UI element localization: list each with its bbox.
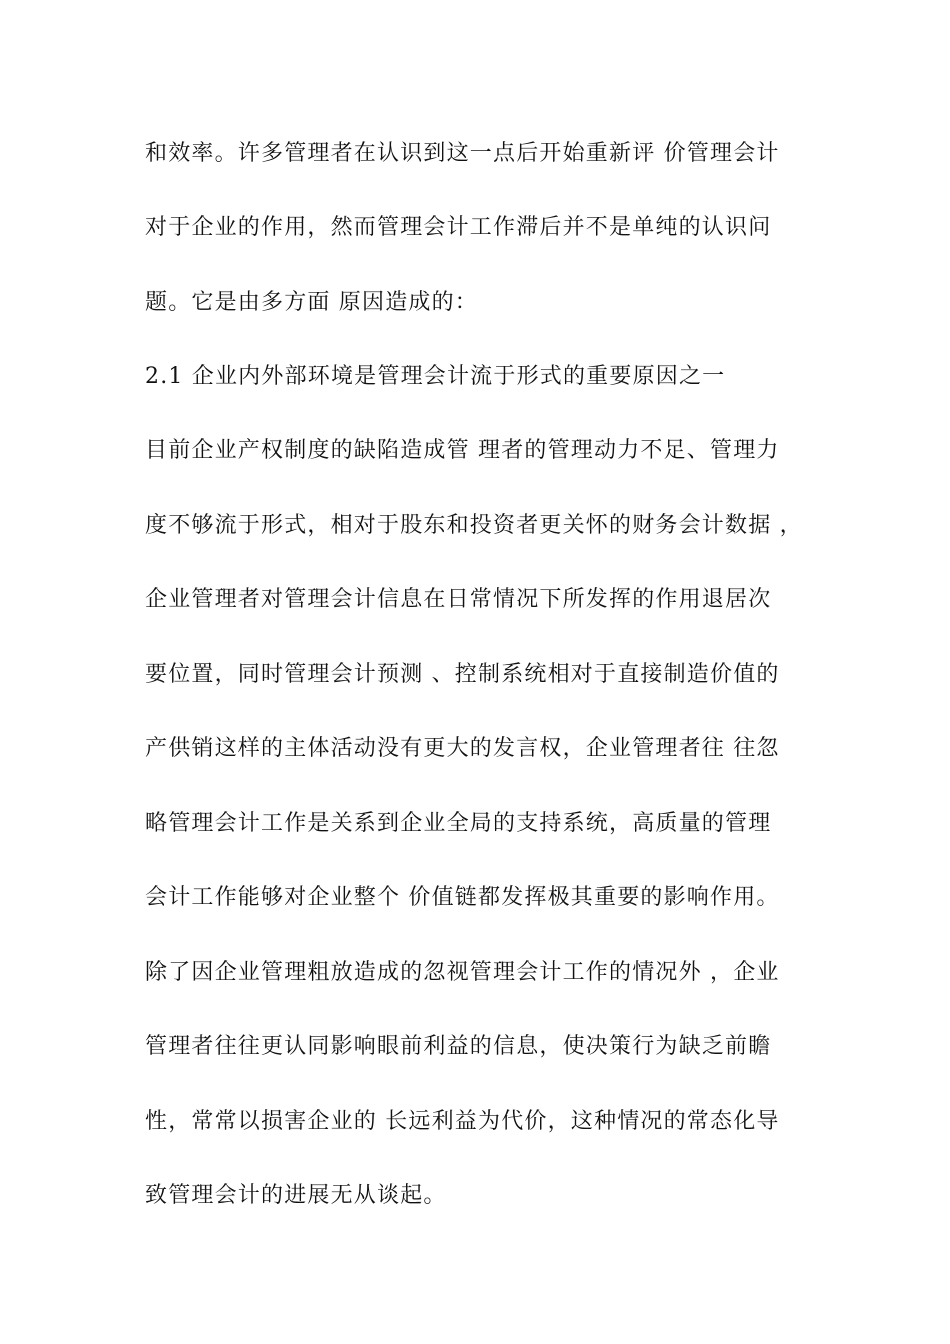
paragraph-line-8: 要位置，同时管理会计预测 、控制系统相对于直接制造价值的 [145,662,780,687]
paragraph-line-15: 致管理会计的进展无从谈起。 [145,1183,447,1208]
paragraph-line-2: 对于企业的作用，然而管理会计工作滞后并不是单纯的认识问 [145,215,772,240]
paragraph-line-13: 管理者往往更认同影响眼前利益的信息，使决策行为缺乏前瞻 [145,1034,772,1059]
paragraph-line-5: 目前企业产权制度的缺陷造成管 理者的管理动力不足、管理力 [145,438,780,463]
paragraph-line-10: 略管理会计工作是关系到企业全局的支持系统，高质量的管理 [145,811,772,836]
paragraph-line-3: 题。它是由多方面 原因造成的： [145,290,478,315]
section-heading: 2.1 企业内外部环境是管理会计流于形式的重要原因之一 [145,364,726,389]
paragraph-line-9: 产供销这样的主体活动没有更大的发言权，企业管理者往 往忽 [145,736,780,761]
paragraph-line-11: 会计工作能够对企业整个 价值链都发挥极其重要的影响作用。 [145,885,780,910]
paragraph-line-14: 性，常常以损害企业的 长远利益为代价，这种情况的常态化导 [145,1109,780,1134]
paragraph-line-12: 除了因企业管理粗放造成的忽视管理会计工作的情况外 ，企业 [145,960,780,985]
paragraph-line-7: 企业管理者对管理会计信息在日常情况下所发挥的作用退居次 [145,587,772,612]
paragraph-line-1: 和效率。许多管理者在认识到这一点后开始重新评 价管理会计 [145,141,780,166]
paragraph-line-6: 度不够流于形式，相对于股东和投资者更关怀的财务会计数据 ， [145,513,803,538]
